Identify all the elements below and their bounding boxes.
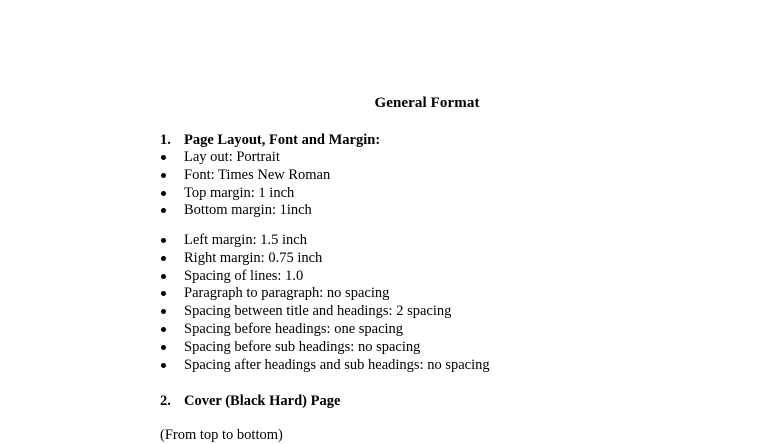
list-item <box>160 357 490 375</box>
list-item-text: Left margin: 1.5 inch <box>184 232 307 248</box>
bullet-icon <box>161 291 166 296</box>
list-item-text: Spacing before headings: one spacing <box>184 320 404 337</box>
section-number: 1. <box>160 132 171 148</box>
list-item <box>160 285 490 303</box>
section-heading-cover-page <box>160 392 340 410</box>
list-item-text: Lay out: Portrait <box>184 149 280 165</box>
list-item-text: Spacing before sub headings: no spacing <box>184 338 421 355</box>
section-heading-text: Cover (Black Hard) Page <box>184 393 341 409</box>
list-item <box>160 339 490 357</box>
list-item <box>160 303 490 321</box>
bullet-icon <box>161 363 166 368</box>
list-item-text: Paragraph to paragraph: no spacing <box>184 285 390 302</box>
list-item-text: Spacing after headings and sub headings: no spacing <box>184 356 490 373</box>
bullet-icon <box>161 191 166 196</box>
list-item <box>160 268 490 286</box>
list-item <box>160 149 330 167</box>
list-item-text: Spacing between title and headings: 2 spacing <box>184 303 452 320</box>
bullet-icon <box>161 208 166 213</box>
list-item <box>160 232 490 250</box>
list-item-text: Spacing of lines: 1.0 <box>184 267 304 284</box>
bullet-icon <box>161 274 166 279</box>
list-item-text: Right margin: 0.75 inch <box>184 249 323 266</box>
bullet-icon <box>161 173 166 178</box>
list-item-text: Font: Times New Roman <box>184 166 331 183</box>
section-heading-page-layout <box>160 131 380 149</box>
bullet-icon <box>161 155 166 160</box>
list-item <box>160 185 330 203</box>
list-item-text: Bottom margin: 1inch <box>184 202 312 219</box>
list-item <box>160 250 490 268</box>
bullet-icon <box>161 327 166 332</box>
list-item <box>160 202 330 220</box>
section-note: (From top to bottom) <box>160 427 283 443</box>
list-item <box>160 321 490 339</box>
bullet-icon <box>161 309 166 314</box>
list-item <box>160 167 330 185</box>
bullet-icon <box>161 238 166 243</box>
section-number: 2. <box>160 393 171 409</box>
bullet-list-margins-spacing <box>160 232 490 374</box>
section-heading-text: Page Layout, Font and Margin: <box>184 132 381 148</box>
bullet-icon <box>161 256 166 261</box>
page-title: General Format <box>374 95 480 111</box>
bullet-icon <box>161 345 166 350</box>
bullet-list-layout-font <box>160 149 330 220</box>
list-item-text: Top margin: 1 inch <box>184 184 295 201</box>
